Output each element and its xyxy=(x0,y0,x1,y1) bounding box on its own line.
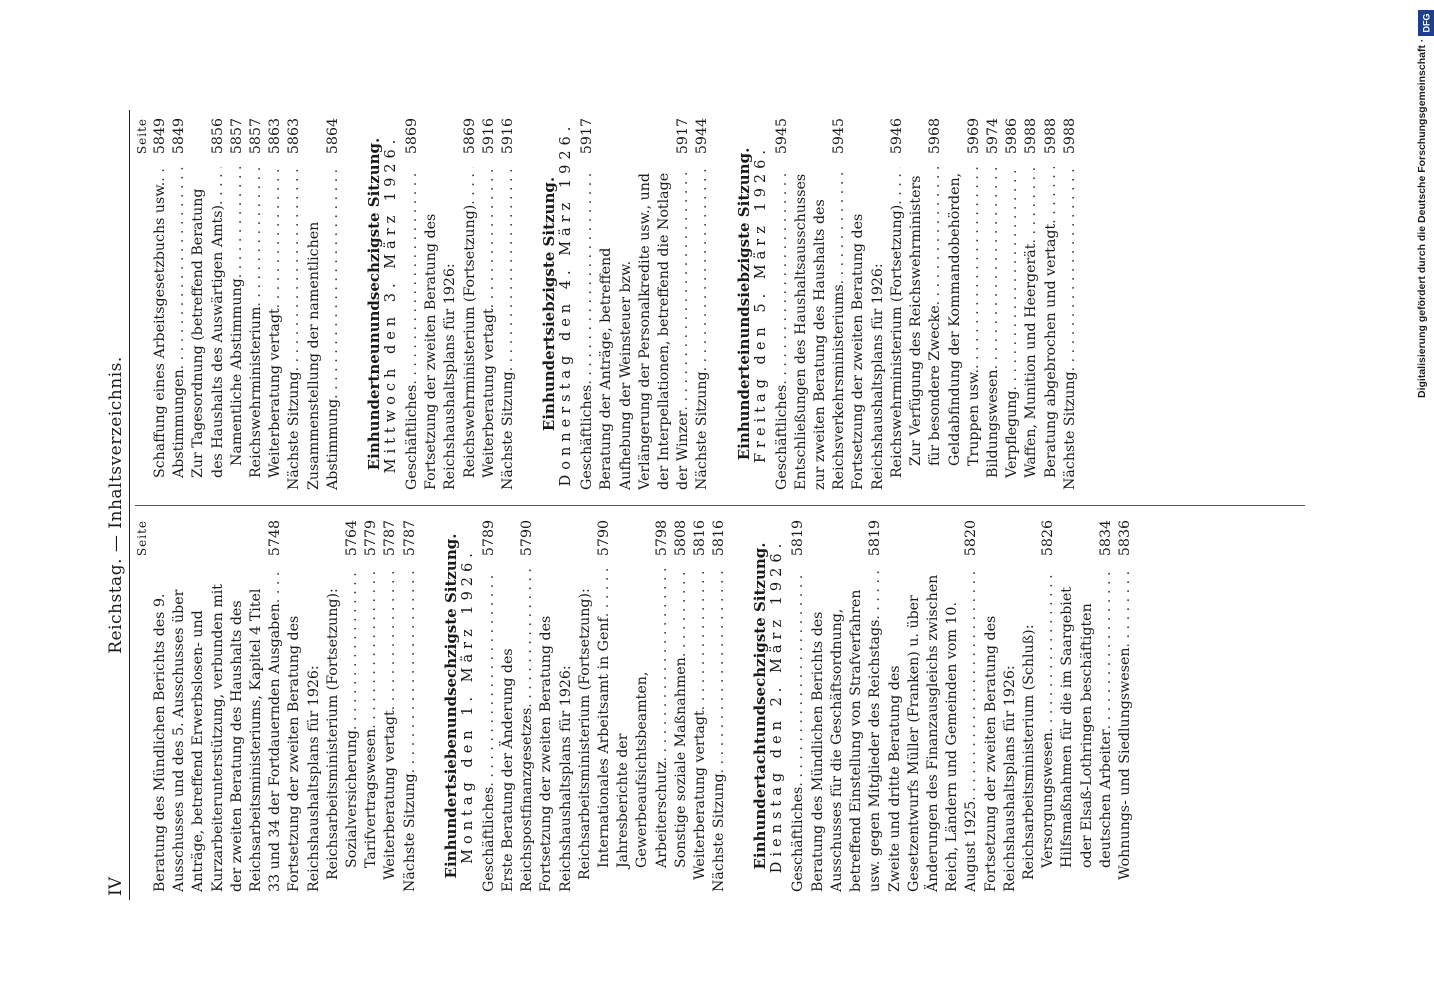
toc-entry-text: Wohnungs- und Siedlungswesen . . . xyxy=(1116,569,1135,892)
toc-entry xyxy=(1022,118,1041,490)
toc-page-number: 5816 xyxy=(710,520,729,569)
toc-entry-text: Sozialversicherung . . . xyxy=(343,569,362,892)
toc-page-number: 5798 xyxy=(653,520,672,569)
toc-page-number: 5748 xyxy=(266,520,285,569)
toc-entry xyxy=(984,118,1003,490)
toc-page-number: 5916 xyxy=(499,118,518,167)
toc-entry-text: Geschäftliches . . . xyxy=(480,569,499,892)
right-column xyxy=(135,118,1080,490)
toc-page-number: 5986 xyxy=(1003,118,1022,167)
toc-entry-text: Nächste Sitzung . . . xyxy=(285,167,304,490)
session-title: Einhunderteinundsiebzigste Sitzung. xyxy=(734,147,753,461)
toc-entry-text: Beratung des Mündlichen Berichts des 9. Ausschusses und des 5. Ausschusses über Anträge, betreffend Erwerbslosen- und Kurzarbeiterunterstützung, verbunden mit der zweiten Beratung des Haushalts des Reichsarbeitsministeriums, Kapitel 4 Titel 33 und 34 der Fortdauernden Ausgaben . . . xyxy=(151,569,285,892)
toc-entry xyxy=(907,118,945,490)
toc-entry-text: Reichsarbeitsministerium (Fortsetzung): xyxy=(576,588,593,880)
toc-entry xyxy=(773,118,792,490)
toc-entry-text: Weiterberatung vertagt . . . xyxy=(480,167,499,490)
toc-page-number: 5988 xyxy=(1061,118,1080,167)
toc-entry-text: Erste Beratung der Änderung des Reichspostfinanzgesetzes . . . xyxy=(499,569,537,892)
toc-entry xyxy=(422,118,460,490)
toc-entry xyxy=(809,520,886,892)
toc-page-number: 5836 xyxy=(1116,520,1135,569)
session-date: Dienstag den 2. März 1926. xyxy=(769,538,786,874)
toc-entry xyxy=(403,118,422,490)
session-date: Montag den 1. März 1926. xyxy=(459,548,476,864)
toc-entry xyxy=(849,118,887,490)
toc-entry-text: Weiterberatung vertagt . . . xyxy=(381,569,400,892)
toc-page-number: 5863 xyxy=(285,118,304,167)
toc-entry-text: Zur Tagesordnung (betreffend Beratung des Haushalts des Auswärtigen Amts) . . . xyxy=(189,167,227,490)
session-date: Mittwoch den 3. März 1926. xyxy=(383,134,400,474)
toc-entry-text: Zweite und dritte Beratung des Gesetzentwurfs Müller (Franken) u. über Änderungen des Finanzausgleichs zwischen Reich, Ländern und Gemeinden vom 10. August 1925 . . . xyxy=(886,569,982,892)
toc-entry-text: Namentliche Abstimmung . . . xyxy=(228,167,247,490)
toc-page-number: 5790 xyxy=(595,520,614,569)
toc-entry xyxy=(285,118,304,490)
toc-entry-text: Nächste Sitzung . . . xyxy=(1061,167,1080,490)
toc-page-number: 5826 xyxy=(1039,520,1058,569)
toc-entry xyxy=(1003,118,1022,490)
toc-entry xyxy=(170,118,189,490)
toc-entry-text: Weiterberatung vertagt . . . xyxy=(691,569,710,892)
toc-entry-text: Reichswehrministerium (Fortsetzung) . . . xyxy=(461,167,480,490)
toc-entry xyxy=(151,520,285,892)
toc-entry-text: Nächste Sitzung . . . xyxy=(401,569,420,892)
toc-entry xyxy=(381,520,400,892)
toc-entry xyxy=(480,118,499,490)
toc-entry xyxy=(1042,118,1061,490)
toc-entry xyxy=(595,520,614,892)
toc-entry-text: Beratung des Mündlichen Berichts des Ausschusses für die Geschäftsordnung, betreffend Einstellung von Strafverfahren usw. gegen Mitglieder des Reichstags . . . xyxy=(809,569,886,892)
toc-page-number: 5945 xyxy=(830,118,849,167)
dfg-logo-icon: DFG xyxy=(1418,10,1434,36)
toc-entry-text: Geschäftliches . . . xyxy=(789,569,808,892)
left-column xyxy=(135,520,1135,892)
toc-entry xyxy=(228,118,247,490)
toc-entry-text: Weiterberatung vertagt . . . xyxy=(266,167,285,490)
toc-entry xyxy=(401,520,420,892)
toc-page-number: 5849 xyxy=(151,118,170,167)
toc-entry xyxy=(266,118,285,490)
session-date: Donnerstag den 4. März 1926. xyxy=(558,121,575,487)
toc-entry-text: Verpflegung . . . xyxy=(1003,167,1022,490)
toc-entry-text: Nächste Sitzung . . . xyxy=(693,167,712,490)
toc-page-number: 5988 xyxy=(1022,118,1041,167)
toc-entry-text: Fortsetzung der zweiten Beratung des Reichshaushaltsplans für 1926: xyxy=(286,615,322,892)
seite-label: Seite xyxy=(135,520,149,557)
toc-entry xyxy=(1058,520,1116,892)
toc-entry xyxy=(792,118,850,490)
session-date: Freitag den 5. März 1926. xyxy=(752,145,769,464)
toc-page-number: 5789 xyxy=(480,520,499,569)
toc-entry xyxy=(480,520,499,892)
toc-entry-text: Geschäftliches . . . xyxy=(578,167,597,490)
toc-entry-text: Fortsetzung der zweiten Beratung des Reichshaushaltsplans für 1926: xyxy=(423,213,459,490)
toc-entry-text: Fortsetzung der zweiten Beratung des Reichshaushaltsplans für 1926: xyxy=(850,213,886,490)
toc-entry xyxy=(1039,520,1058,892)
toc-entry-text: Nächste Sitzung . . . xyxy=(710,569,729,892)
toc-entry-text: Nächste Sitzung . . . xyxy=(499,167,518,490)
toc-entry-text: Sonstige soziale Maßnahmen . . . xyxy=(672,569,691,892)
toc-entry xyxy=(1061,118,1080,490)
toc-page-number: 5787 xyxy=(401,520,420,569)
toc-entry xyxy=(886,520,982,892)
toc-page-number: 5917 xyxy=(674,118,693,167)
toc-entry xyxy=(710,520,729,892)
dfg-stamp-text: Digitalisierung gefördert durch die Deutsche Forschungsgemeinschaft · xyxy=(1416,38,1428,398)
toc-page-number: 5944 xyxy=(693,118,712,167)
toc-page-number: 5819 xyxy=(789,520,808,569)
toc-entry-text: Bildungswesen . . . xyxy=(984,167,1003,490)
toc-entry-text: Fortsetzung der zweiten Beratung des Reichshaushaltsplans für 1926: xyxy=(982,615,1018,892)
toc-entry xyxy=(576,520,595,892)
toc-page-number: 5864 xyxy=(324,118,343,167)
toc-entry xyxy=(537,520,575,892)
page-title: Reichstag. — Inhaltsverzeichnis. xyxy=(106,356,126,654)
toc-entry xyxy=(946,118,984,490)
toc-entry-text: Hilfsmaßnahmen für die im Saargebiet oder Elsaß-Lothringen beschäftigten deutschen Arbeiter . . . xyxy=(1058,569,1116,892)
toc-page-number: 5819 xyxy=(866,520,885,569)
toc-entry xyxy=(499,118,518,490)
toc-page-number: 5787 xyxy=(381,520,400,569)
toc-page-number: 5946 xyxy=(888,118,907,167)
toc-entry xyxy=(189,118,227,490)
toc-entry-text: Reichswehrministerium (Fortsetzung) . . . xyxy=(888,167,907,490)
toc-entry-text: Geschäftliches . . . xyxy=(773,167,792,490)
toc-entry xyxy=(305,118,343,490)
page-header xyxy=(95,110,130,900)
toc-page-number: 5969 xyxy=(965,118,984,167)
toc-entry-text: Geschäftliches . . . xyxy=(403,167,422,490)
toc-page-number: 5917 xyxy=(578,118,597,167)
column-divider xyxy=(135,505,1305,506)
toc-entry-text: Tarifvertragswesen . . . xyxy=(362,569,381,892)
toc-page-number: 5820 xyxy=(962,520,981,569)
toc-page-number: 5968 xyxy=(926,118,945,167)
toc-entry-text: Entschließungen des Haushaltsausschusses zur zweiten Beratung des Haushalts des Reichsverkehrsministeriums . . . xyxy=(792,167,850,490)
toc-entry-text: Fortsetzung der zweiten Beratung des Reichshaushaltsplans für 1926: xyxy=(538,615,574,892)
toc-page-number: 5764 xyxy=(343,520,362,569)
toc-page-number: 5857 xyxy=(228,118,247,167)
toc-page-number: 5974 xyxy=(984,118,1003,167)
toc-page-number: 5869 xyxy=(461,118,480,167)
toc-entry-text: Reichswehrministerium . . . xyxy=(247,167,266,490)
toc-entry-text: Beratung der Anträge, betreffend Aufhebung der Weinsteuer bzw. Verlängerung der Personalkredite usw., und der Interpellationen, betreffend die Notlage der Winzer . . . xyxy=(597,167,693,490)
toc-page-number: 5849 xyxy=(170,118,189,167)
toc-entry-text: Internationales Arbeitsamt in Genf . . . xyxy=(595,569,614,892)
toc-entry-text: Jahresberichte der Gewerbeaufsichtsbeamten, Arbeiterschutz . . . xyxy=(614,569,672,892)
toc-entry-text: Abstimmungen . . . xyxy=(170,167,189,490)
toc-page-number: 5916 xyxy=(480,118,499,167)
toc-entry xyxy=(1020,520,1039,892)
toc-entry-text: Zur Verfügung des Reichswehrministers für besondere Zwecke . . . xyxy=(907,167,945,490)
toc-entry-text: Schaffung eines Arbeitsgesetzbuchs usw. . . . xyxy=(151,167,170,490)
seite-label: Seite xyxy=(135,118,149,155)
session-title: Einhundertneunundsechzigste Sitzung. xyxy=(365,137,384,471)
toc-entry xyxy=(888,118,907,490)
toc-entry xyxy=(499,520,537,892)
toc-page-number: 5790 xyxy=(518,520,537,569)
toc-entry-text: Reichsarbeitsministerium (Schluß): xyxy=(1020,624,1037,880)
toc-entry xyxy=(362,520,381,892)
toc-entry-text: Geldabfindung der Kommandobehörden, Truppen usw. . . . xyxy=(946,167,984,490)
toc-entry-text: Waffen, Munition und Heergerät . . . xyxy=(1022,167,1041,490)
toc-page-number: 5816 xyxy=(691,520,710,569)
dfg-stamp xyxy=(1414,10,1434,990)
toc-entry xyxy=(151,118,170,490)
toc-page-number: 5863 xyxy=(266,118,285,167)
toc-entry xyxy=(247,118,266,490)
toc-entry xyxy=(578,118,597,490)
session-title: Einhundertsiebenundsechzigste Sitzung. xyxy=(441,533,460,879)
toc-page-number: 5808 xyxy=(672,520,691,569)
session-title: Einhundertachtundsechzigste Sitzung. xyxy=(751,542,770,870)
toc-entry xyxy=(672,520,691,892)
toc-entry xyxy=(693,118,712,490)
toc-page-number: 5834 xyxy=(1097,520,1116,569)
toc-entry xyxy=(285,520,323,892)
toc-page-number: 5945 xyxy=(773,118,792,167)
toc-entry xyxy=(324,520,343,892)
session-title: Einhundertsiebzigste Sitzung. xyxy=(540,176,559,432)
toc-page-number: 5856 xyxy=(209,118,228,167)
toc-entry xyxy=(461,118,480,490)
page-number: IV xyxy=(106,877,126,896)
toc-entry-text: Beratung abgebrochen und vertagt . . . xyxy=(1042,167,1061,490)
toc-entry xyxy=(691,520,710,892)
toc-page-number: 5857 xyxy=(247,118,266,167)
toc-entry xyxy=(597,118,693,490)
toc-page-number: 5779 xyxy=(362,520,381,569)
toc-entry-text: Zusammenstellung der namentlichen Abstimmung . . . xyxy=(305,167,343,490)
toc-entry-text: Reichsarbeitsministerium (Fortsetzung): xyxy=(324,588,341,880)
toc-entry-text: Versorgungswesen . . . xyxy=(1039,569,1058,892)
toc-entry xyxy=(343,520,362,892)
toc-entry xyxy=(982,520,1020,892)
toc-page-number: 5869 xyxy=(403,118,422,167)
toc-entry xyxy=(1116,520,1135,892)
toc-page-number: 5988 xyxy=(1042,118,1061,167)
toc-entry xyxy=(614,520,672,892)
toc-entry xyxy=(789,520,808,892)
rotated-page xyxy=(85,110,1345,900)
